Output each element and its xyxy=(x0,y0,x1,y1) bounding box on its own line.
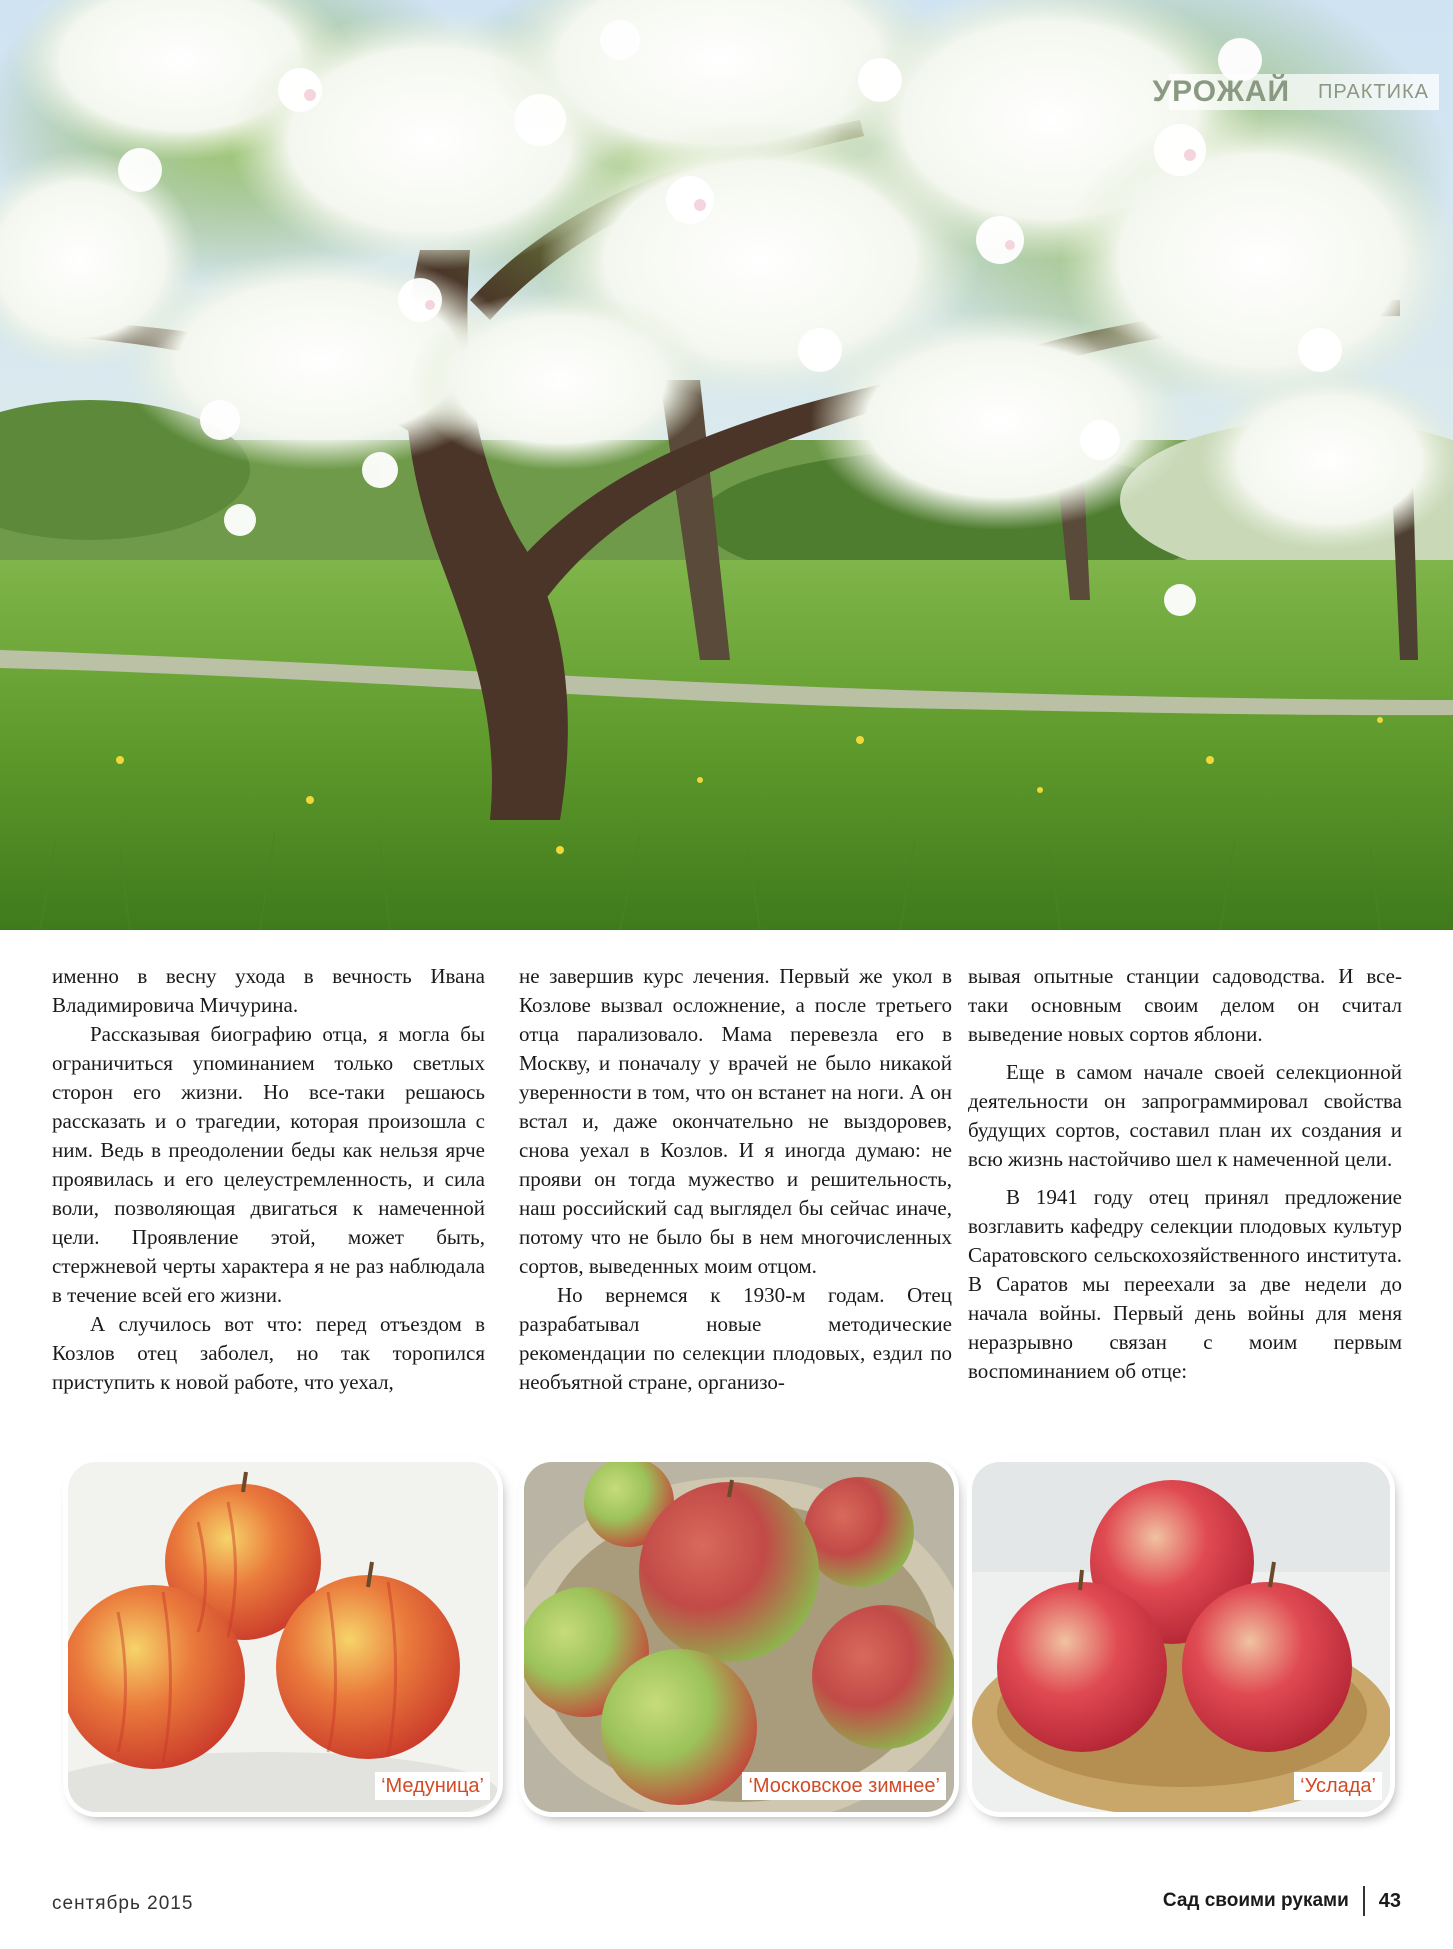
photo-card-moskovskoe-zimnee xyxy=(524,1462,954,1812)
apple-photo xyxy=(972,1462,1390,1812)
variety-caption: ‘Медуница’ xyxy=(375,1772,490,1800)
variety-caption: ‘Услада’ xyxy=(1294,1772,1382,1800)
apple-photo xyxy=(68,1462,498,1812)
paragraph: В 1941 году отец принял предложение возглавить кафедру селекции плодовых культур Саратовского сельскохозяйственного института. В Саратов мы переехали за две недели до начала войны. Первый день войны для меня неразрывно связан с моим первым воспоминанием об отце: xyxy=(968,1185,1402,1383)
issue-date: сентябрь 2015 xyxy=(52,1893,194,1914)
paragraph: А случилось вот что: перед отъездом в Козлов отец заболел, но так торопился приступить к новой работе, что уехал, xyxy=(52,1312,485,1394)
footer-divider xyxy=(1363,1886,1365,1916)
apple-varieties-gallery xyxy=(68,1462,1398,1822)
hero-photo xyxy=(0,0,1453,930)
section-label xyxy=(1152,74,1439,110)
blooming-apple-tree-image xyxy=(0,0,1453,930)
page-footer xyxy=(1163,1886,1401,1916)
paragraph: не завершив курс лечения. Первый же укол в Козлове вызвал осложнение, а после третьего отца парализовало. Мама перевезла его в Москву, и поначалу у врачей не было никакой уверенности в том, что он встанет на ноги. А он встал и, даже окончательно не выздоровев, снова уехал в Козлов. И я иногда думаю: не прояви он тогда мужество и решительность, наш российский сад выглядел бы сейчас иначе, потому что не было бы в нем многочисленных сортов, выведенных моим отцом. xyxy=(519,964,952,1278)
paragraph: Рассказывая биографию отца, я могла бы ограничиться упоминанием только светлых сторон его жизни. Но все-таки решаюсь рассказать и о трагедии, которая произошла с ним. Ведь в преодолении беды как нельзя ярче проявилась и его целеустремленность, и сила воли, позволяющая двигаться к намеченной цели. Проявление этой, может быть, стержневой черты характера я не раз наблюдала в течение всей его жизни. xyxy=(52,1022,485,1307)
variety-caption: ‘Московское зимнее’ xyxy=(742,1772,946,1800)
section-name-label: ПРАКТИКА xyxy=(1318,80,1429,103)
rubric-label: УРОЖАЙ xyxy=(1152,75,1291,108)
photo-card-medunitsa xyxy=(68,1462,498,1812)
paragraph: вывая опытные станции садоводства. И все-таки основным своим делом он считал выведение новых сортов яблони. xyxy=(968,964,1402,1046)
apple-photo xyxy=(524,1462,954,1812)
magazine-title: Сад своими руками xyxy=(1162,1890,1349,1911)
text-column-3 xyxy=(968,962,1402,1386)
page-number: 43 xyxy=(1378,1889,1401,1912)
paragraph: Еще в самом начале своей селекционной деятельности он запрограммировал свойства будущих сортов, составил план их создания и всю жизнь настойчиво шел к намеченной цели. xyxy=(968,1060,1402,1171)
article-body xyxy=(52,962,1402,1442)
text-column-1 xyxy=(52,962,485,1397)
paragraph: Но вернемся к 1930-м годам. Отец разрабатывал новые методические рекомендации по селекции плодовых, ездил по необъятной стране, организо- xyxy=(519,1283,952,1394)
text-column-2 xyxy=(519,962,952,1397)
paragraph: именно в весну ухода в вечность Ивана Владимировича Мичурина. xyxy=(52,964,485,1017)
photo-card-uslada xyxy=(972,1462,1390,1812)
